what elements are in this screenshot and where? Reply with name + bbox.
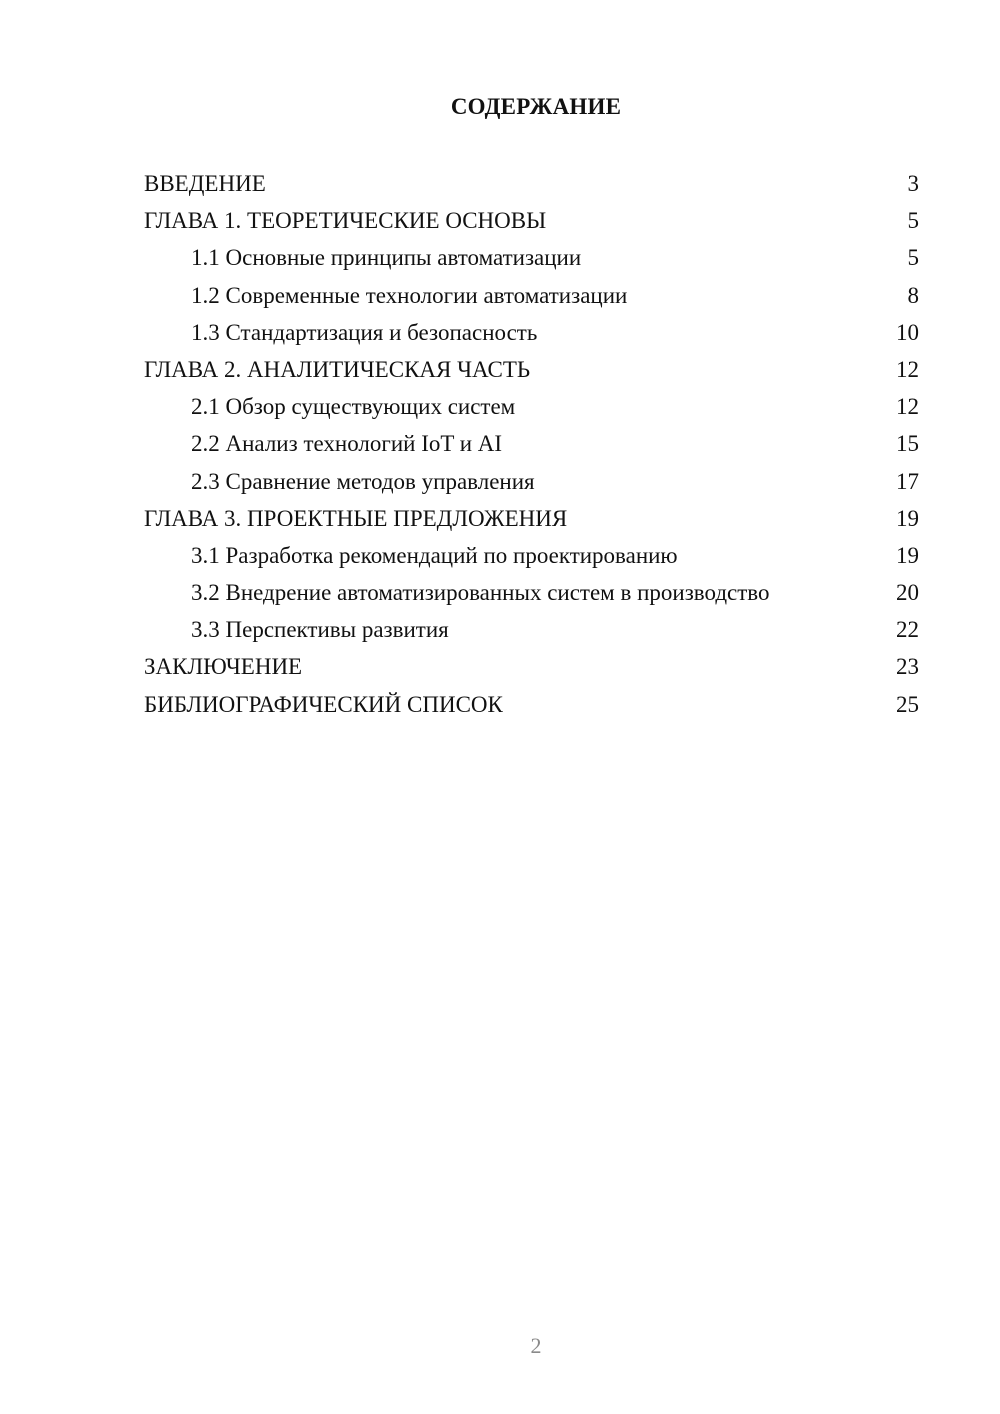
toc-item-title: ГЛАВА 1. ТЕОРЕТИЧЕСКИЕ ОСНОВЫ (144, 208, 547, 234)
toc-item-title: ЗАКЛЮЧЕНИЕ (144, 654, 303, 680)
toc-item-bibliography (144, 689, 919, 726)
toc-item-chapter-1 (144, 205, 919, 242)
toc-item-title: 2.2 Анализ технологий IoT и AI (191, 431, 503, 457)
toc-item-page: 12 (896, 394, 919, 420)
toc-item-page: 10 (896, 319, 919, 345)
toc-item-conclusion (144, 651, 919, 688)
toc-item-page: 8 (907, 282, 919, 308)
toc-item-section-2-2 (144, 428, 919, 465)
toc-item-title: 3.2 Внедрение автоматизированных систем в производство (191, 580, 770, 606)
toc-item-title: 2.1 Обзор существующих систем (191, 394, 516, 420)
toc-item-page: 12 (896, 356, 919, 382)
toc-item-section-1-1 (144, 242, 919, 279)
toc-item-section-3-3 (144, 614, 919, 651)
toc-item-page: 5 (907, 245, 919, 271)
table-of-contents (144, 168, 919, 726)
toc-item-title: ВВЕДЕНИЕ (144, 171, 266, 196)
toc-item-section-1-2 (144, 280, 919, 317)
toc-item-page: 19 (896, 542, 919, 568)
toc-item-title: 1.2 Современные технологии автоматизации (191, 282, 628, 308)
toc-item-section-3-1 (144, 540, 919, 577)
toc-item-title: 2.3 Сравнение методов управления (191, 468, 535, 494)
toc-item-introduction (144, 168, 919, 205)
page-number: 2 (530, 1333, 542, 1358)
toc-item-page: 19 (896, 505, 919, 531)
toc-item-title: 3.3 Перспективы развития (191, 617, 449, 643)
toc-item-title: ГЛАВА 3. ПРОЕКТНЫЕ ПРЕДЛОЖЕНИЯ (144, 505, 568, 531)
toc-item-title: 3.1 Разработка рекомендаций по проектированию (191, 542, 678, 568)
toc-item-section-2-1 (144, 391, 919, 428)
toc-item-page: 23 (896, 654, 919, 680)
toc-item-page: 15 (896, 431, 919, 457)
toc-item-section-2-3 (144, 466, 919, 503)
toc-item-title: БИБЛИОГРАФИЧЕСКИЙ СПИСОК (144, 691, 503, 717)
toc-item-chapter-2 (144, 354, 919, 391)
toc-item-page: 3 (907, 171, 919, 196)
toc-item-page: 5 (907, 208, 919, 234)
toc-item-title: 1.1 Основные принципы автоматизации (191, 245, 582, 271)
toc-item-chapter-3 (144, 503, 919, 540)
toc-item-page: 22 (896, 617, 919, 643)
page-title: СОДЕРЖАНИЕ (450, 94, 622, 119)
toc-item-section-3-2 (144, 577, 919, 614)
toc-item-title: 1.3 Стандартизация и безопасность (191, 319, 538, 345)
toc-item-title: ГЛАВА 2. АНАЛИТИЧЕСКАЯ ЧАСТЬ (144, 356, 531, 382)
toc-item-page: 20 (896, 580, 919, 606)
toc-item-section-1-3 (144, 317, 919, 354)
toc-item-page: 25 (896, 691, 919, 717)
toc-item-page: 17 (896, 468, 919, 494)
